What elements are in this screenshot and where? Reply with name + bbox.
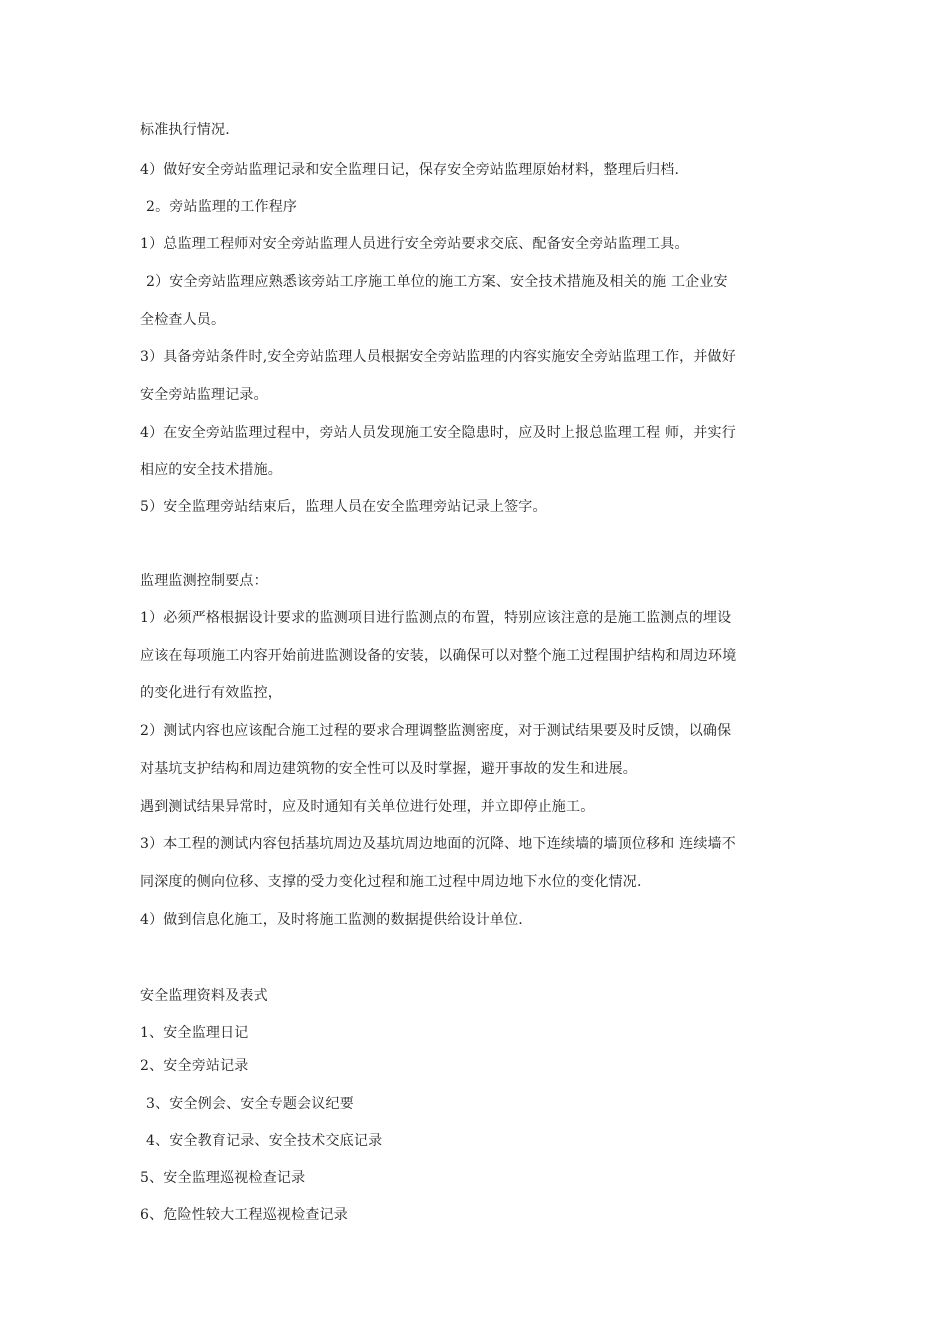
list-item: 6、危险性较大工程巡视检查记录 bbox=[140, 1207, 348, 1223]
list-item: 2、安全旁站记录 bbox=[140, 1058, 249, 1074]
paragraph-line: 4）在安全旁站监理过程中，旁站人员发现施工安全隐患时，应及时上报总监理工程 师，并实行 bbox=[140, 425, 736, 441]
paragraph-line: 安全旁站监理记录。 bbox=[140, 387, 268, 403]
paragraph-line: 对基坑支护结构和周边建筑物的安全性可以及时掌握，避开事故的发生和进展。 bbox=[140, 761, 637, 777]
paragraph-line: 1）总监理工程师对安全旁站监理人员进行安全旁站要求交底、配备安全旁站监理工具。 bbox=[140, 236, 689, 252]
list-item: 5、安全监理巡视检查记录 bbox=[140, 1170, 306, 1186]
paragraph-line: 标准执行情况. bbox=[140, 122, 230, 138]
paragraph-line: 4）做到信息化施工，及时将施工监测的数据提供给设计单位. bbox=[140, 912, 523, 928]
paragraph-line: 相应的安全技术措施。 bbox=[140, 462, 282, 478]
paragraph-line: 全检查人员。 bbox=[140, 312, 226, 328]
list-item: 3、安全例会、安全专题会议纪要 bbox=[146, 1096, 354, 1112]
paragraph-line: 4）做好安全旁站监理记录和安全监理日记，保存安全旁站监理原始材料，整理后归档. bbox=[140, 162, 680, 178]
list-item: 4、安全教育记录、安全技术交底记录 bbox=[146, 1133, 383, 1149]
paragraph-line: 5）安全监理旁站结束后，监理人员在安全监理旁站记录上签字。 bbox=[140, 499, 547, 515]
paragraph-line: 的变化进行有效监控， bbox=[140, 685, 282, 701]
section-heading: 监理监测控制要点： bbox=[140, 573, 268, 589]
paragraph-line: 遇到测试结果异常时，应及时通知有关单位进行处理，并立即停止施工。 bbox=[140, 799, 595, 815]
paragraph-line: 3）具备旁站条件时,安全旁站监理人员根据安全旁站监理的内容实施安全旁站监理工作，并做好 bbox=[140, 349, 736, 365]
paragraph-line: 2）安全旁站监理应熟悉该旁站工序施工单位的施工方案、安全技术措施及相关的施 工企业安 bbox=[146, 274, 728, 290]
list-item: 1、安全监理日记 bbox=[140, 1025, 249, 1041]
subheading: 2。旁站监理的工作程序 bbox=[146, 199, 298, 215]
paragraph-line: 3）本工程的测试内容包括基坑周边及基坑周边地面的沉降、地下连续墙的墙顶位移和 连续墙不 bbox=[140, 836, 736, 852]
paragraph-line: 同深度的侧向位移、支撑的受力变化过程和施工过程中周边地下水位的变化情况. bbox=[140, 874, 642, 890]
paragraph-line: 应该在每项施工内容开始前进监测设备的安装，以确保可以对整个施工过程围护结构和周边环境 bbox=[140, 648, 737, 664]
paragraph-line: 1）必须严格根据设计要求的监测项目进行监测点的布置，特别应该注意的是施工监测点的埋设 bbox=[140, 610, 732, 626]
paragraph-line: 2）测试内容也应该配合施工过程的要求合理调整监测密度，对于测试结果要及时反馈，以确保 bbox=[140, 723, 732, 739]
section-heading: 安全监理资料及表式 bbox=[140, 988, 268, 1004]
